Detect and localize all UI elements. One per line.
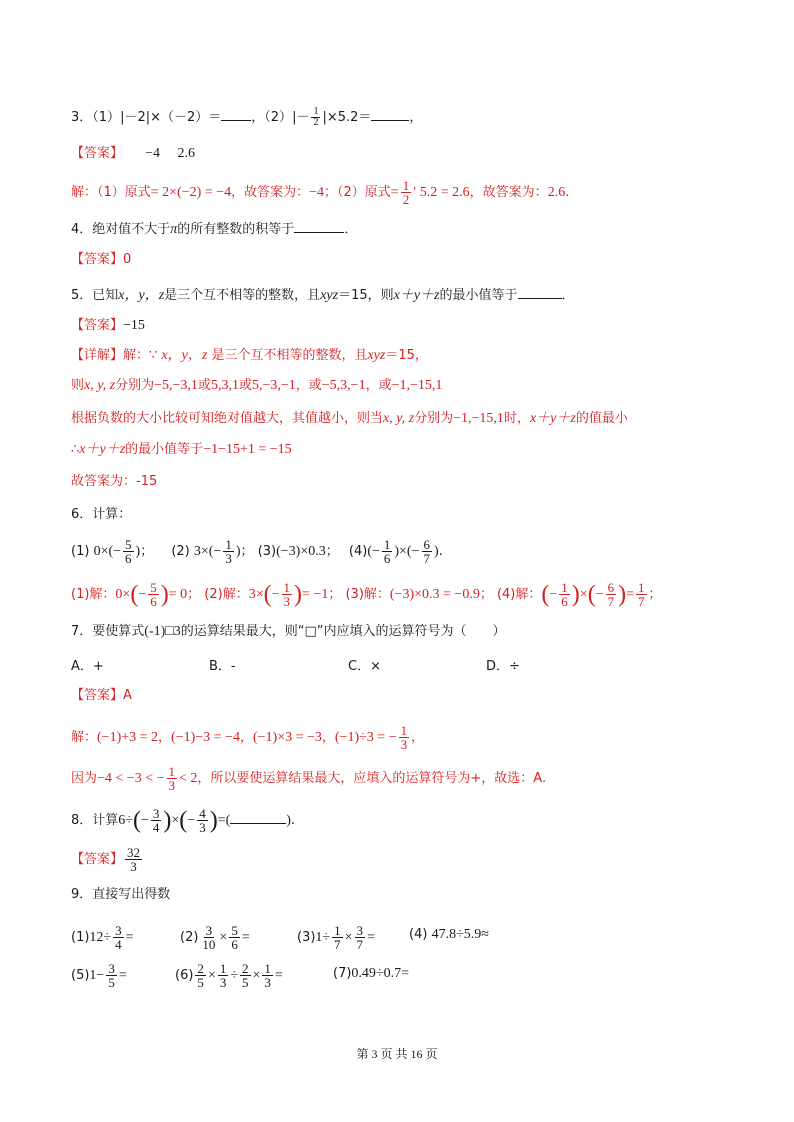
- q7-option-a: A．+: [71, 659, 104, 674]
- q3-answer-values: −4 2.6: [145, 146, 196, 161]
- q8-question: 8．计算6÷(− $\frac{3}{4}$ )×(− $\frac{4}{3}$ )=( ).: [71, 806, 296, 835]
- q8-answer: 【答案】 $\frac{32}{3}$: [71, 845, 141, 874]
- q7-option-b: B．-: [209, 659, 236, 674]
- q7-solution-line-2: 因为−4 < −3 < − $\frac{1}{3}$ < 2，所以要使运算结果最大，应填入的运算符号为+，故选：A.: [71, 764, 547, 793]
- q7-solution-line-1: 解：(−1)+3 = 2，(−1)−3 = −4，(−1)×3 = −3，(−1)÷3 = − $\frac{1}{3}$ ，: [71, 723, 425, 752]
- q5-final-answer: 故答案为：-15: [71, 474, 158, 489]
- q3-fraction: $\frac{1}{2}$: [313, 106, 319, 128]
- q5-question: 5．已知x，y，z是三个互不相等的整数，且xyz＝15，则x＋y＋z的最小值等于 ．: [71, 285, 575, 305]
- q7-option-d: D．÷: [486, 659, 520, 674]
- q6-solutions: (1)解：0×(− $\frac{5}{6}$ )= 0； (2)解：3×(− $\frac{1}{3}$ )= −1； (3)解：(−3)×0.3 = −0.9； (4)解：(− $\frac{1}{6}$ )×(− $\frac{6}{7}$ )= $\frac{1}{7}$ ；: [71, 580, 662, 609]
- q3-answer: [71, 145, 195, 163]
- q3-number: 3．: [71, 110, 93, 125]
- q6-title: 6．计算：: [71, 507, 132, 522]
- q8-blank: [230, 810, 286, 824]
- q6-items: (1) 0×(− $\frac{5}{6}$ )； (2) 3×(− $\frac{1}{3}$ )； (3)(−3)×0.3； (4)(− $\frac{1}{6}$ )×(− $\frac{6}{7}$ ).: [71, 537, 443, 566]
- q5-answer: 【答案】−15: [71, 318, 145, 333]
- q9-item-7: (7)0.49÷0.7=: [333, 966, 410, 981]
- q3-blank-2: [371, 107, 409, 121]
- q4-question: 4．绝对值不大于π的所有整数的积等于 ．: [71, 219, 357, 239]
- q5-blank: [518, 285, 562, 299]
- q5-detail-line-2: 则x, y, z分别为−5,−3,1或5,3,1或5,−3,−1，或−5,3,−1，或−1,−15,1: [71, 378, 443, 393]
- answer-label: 【答案】: [71, 146, 124, 161]
- q4-blank: [294, 219, 344, 233]
- q9-item-5: (5)1− $\frac{3}{5}$ =: [71, 961, 127, 990]
- q3-solution: 解：（1）原式= 2×(−2) = −4，故答案为：−4；（2）原式= $\frac{1}{2}$ ′ 5.2 = 2.6，故答案为：2.6.: [71, 178, 570, 207]
- q5-detail-line-1: 【详解】解：∵ x，y，z 是三个互不相等的整数，且xyz＝15，: [71, 348, 428, 363]
- q7-answer: 【答案】A: [71, 688, 132, 703]
- q3-solution-fraction: $\frac{1}{2}$: [402, 178, 410, 207]
- q9-item-2: (2) $\frac{3}{10}$ × $\frac{5}{6}$ =: [180, 923, 250, 952]
- q3-question: 3．（1）|－2|×（－2）＝ ，（2）|－ $\frac{1}{2}$ |×5.2＝ ，: [71, 106, 423, 128]
- q9-title: 9．直接写出得数: [71, 887, 171, 902]
- q9-item-3: (3)1÷ $\frac{1}{7}$ × $\frac{3}{7}$ =: [297, 923, 375, 952]
- q7-question: 7．要使算式(-1)□3的运算结果最大，则“□”内应填入的运算符号为（ ）: [71, 624, 506, 639]
- pi-symbol: π: [170, 222, 178, 237]
- q9-item-1: (1)12÷ $\frac{3}{4}$ =: [71, 923, 134, 952]
- q7-option-c: C．×: [348, 659, 381, 674]
- page-footer: 第 3 页 共 16 页: [356, 1047, 438, 1061]
- q5-detail-line-4: ∴x＋y＋z的最小值等于−1−15+1 = −15: [71, 442, 292, 457]
- q9-item-4: (4) 47.8÷5.9≈: [409, 927, 489, 942]
- q9-item-6: (6) $\frac{2}{5}$ × $\frac{1}{3}$ ÷ $\frac{2}{5}$ × $\frac{1}{3}$ =: [175, 961, 283, 990]
- q4-answer: 【答案】0: [71, 252, 132, 267]
- q3-blank-1: [221, 107, 251, 121]
- q5-detail-line-3: 根据负数的大小比较可知绝对值越大，其值越小，则当x, y, z分别为−1,−15,1时，x＋y＋z的值最小: [71, 411, 628, 426]
